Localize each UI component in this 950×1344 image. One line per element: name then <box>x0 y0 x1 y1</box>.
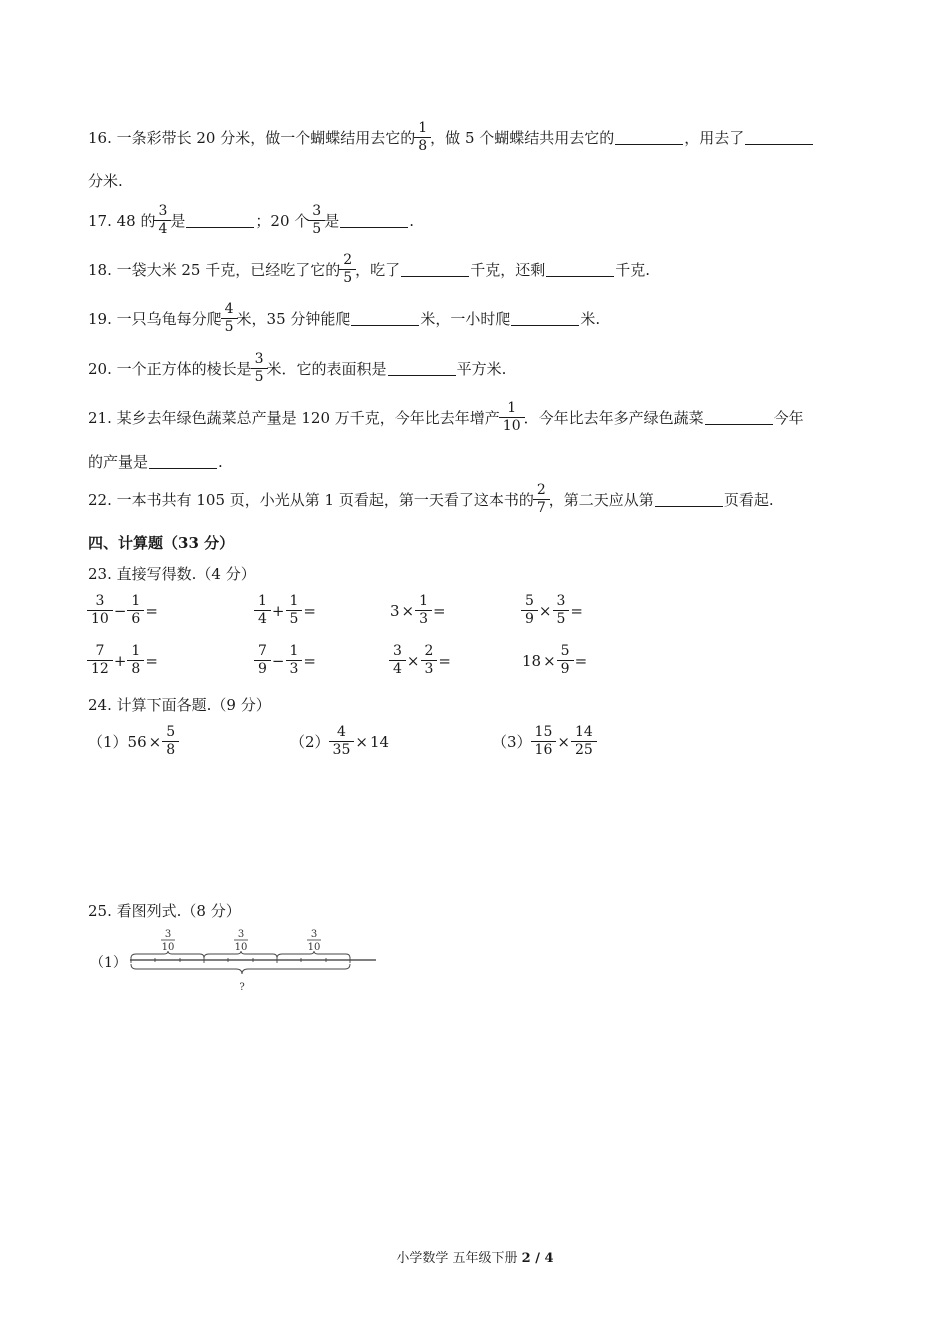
expression: $\frac{3}{4}$ × $\frac{2}{3}$ = <box>390 643 453 678</box>
question-21: 21. 某乡去年绿色蔬菜总产量是 120 万千克，今年比去年增产 $\frac{1}{10}$ ．今年比去年多产绿色蔬菜 今年 <box>88 400 804 434</box>
fraction: $\frac{2}{5}$ <box>341 252 354 287</box>
question-20: 20. 一个正方体的棱长是 $\frac{3}{5}$ 米．它的表面积是 平方米. <box>88 351 507 385</box>
section-heading: 四、计算题（33 分） <box>88 534 235 552</box>
question-16-cont: 分米. <box>88 172 123 190</box>
answer-blank[interactable] <box>388 361 456 376</box>
answer-blank[interactable] <box>745 130 813 145</box>
expression: $\frac{3}{10}$ − $\frac{1}{6}$ = <box>88 593 160 628</box>
segment-label-den: 10 <box>234 942 248 953</box>
answer-blank[interactable] <box>511 311 579 326</box>
expression: 3 × $\frac{1}{3}$ = <box>390 593 446 627</box>
question-21-cont: 的产量是 . <box>88 452 223 471</box>
fraction: $\frac{2}{7}$ <box>535 482 548 517</box>
expression: $\frac{7}{12}$ + $\frac{1}{8}$ = <box>88 643 160 678</box>
fraction: $\frac{4}{5}$ <box>223 301 236 336</box>
expression: $\frac{7}{9}$ − $\frac{1}{3}$ = <box>255 643 318 678</box>
page-number: 2 <box>521 1251 531 1266</box>
answer-blank[interactable] <box>149 454 217 469</box>
expression: $\frac{5}{9}$ × $\frac{3}{5}$ = <box>522 593 585 628</box>
question-24-title: 24. 计算下面各题.（9 分） <box>88 696 271 714</box>
answer-blank[interactable] <box>401 262 469 277</box>
answer-blank[interactable] <box>655 492 723 507</box>
question-23-title: 23. 直接写得数.（4 分） <box>88 565 256 583</box>
question-17: 17. 48 的 $\frac{3}{4}$ 是 ；20 个 $\frac{3}{5}$ 是 . <box>88 203 414 237</box>
brace-diagram <box>126 928 426 998</box>
segment-label-num: 3 <box>164 929 172 940</box>
answer-blank[interactable] <box>340 213 408 228</box>
question-16: 16. 一条彩带长 20 分米，做一个蝴蝶结用去它的 $\frac{1}{8}$ ，做 5 个蝴蝶结共用去它的 ，用去了 <box>88 120 814 155</box>
segment-label-den: 10 <box>161 942 175 953</box>
page-footer: 小学数学 五年级下册 2 / 4 <box>396 1251 554 1266</box>
expression: （1） 56 × $\frac{5}{8}$ <box>88 724 178 759</box>
fraction: $\frac{3}{4}$ <box>156 203 169 238</box>
page-total: 4 <box>544 1251 554 1266</box>
fraction: $\frac{3}{5}$ <box>310 203 323 238</box>
fraction: $\frac{3}{5}$ <box>253 351 266 386</box>
question-22: 22. 一本书共有 105 页，小光从第 1 页看起，第一天看了这本书的 $\frac{2}{7}$ ，第二天应从第 页看起. <box>88 482 774 516</box>
answer-blank[interactable] <box>351 311 419 326</box>
fraction: $\frac{1}{8}$ <box>416 120 429 155</box>
answer-blank[interactable] <box>186 213 254 228</box>
expression: （3） $\frac{15}{16}$ × $\frac{14}{25}$ <box>492 724 596 759</box>
expression: 18 × $\frac{5}{9}$ = <box>522 643 588 677</box>
question-25-title: 25. 看图列式.（8 分） <box>88 902 241 920</box>
question-18: 18. 一袋大米 25 千克，已经吃了它的 $\frac{2}{5}$ ，吃了 千克，还剩 千克. <box>88 252 650 286</box>
total-question-mark: ? <box>239 982 245 993</box>
expression: $\frac{1}{4}$ + $\frac{1}{5}$ = <box>255 593 318 628</box>
expression: （2） $\frac{4}{35}$ × 14 <box>290 724 390 758</box>
segment-label-num: 3 <box>310 929 318 940</box>
answer-blank[interactable] <box>546 262 614 277</box>
fraction: $\frac{1}{10}$ <box>501 400 523 435</box>
segment-label-den: 10 <box>307 942 321 953</box>
answer-blank[interactable] <box>615 130 683 145</box>
answer-blank[interactable] <box>705 410 773 425</box>
question-19: 19. 一只乌龟每分爬 $\frac{4}{5}$ 米，35 分钟能爬 米，一小时爬 米. <box>88 301 601 335</box>
segment-label-num: 3 <box>237 929 245 940</box>
